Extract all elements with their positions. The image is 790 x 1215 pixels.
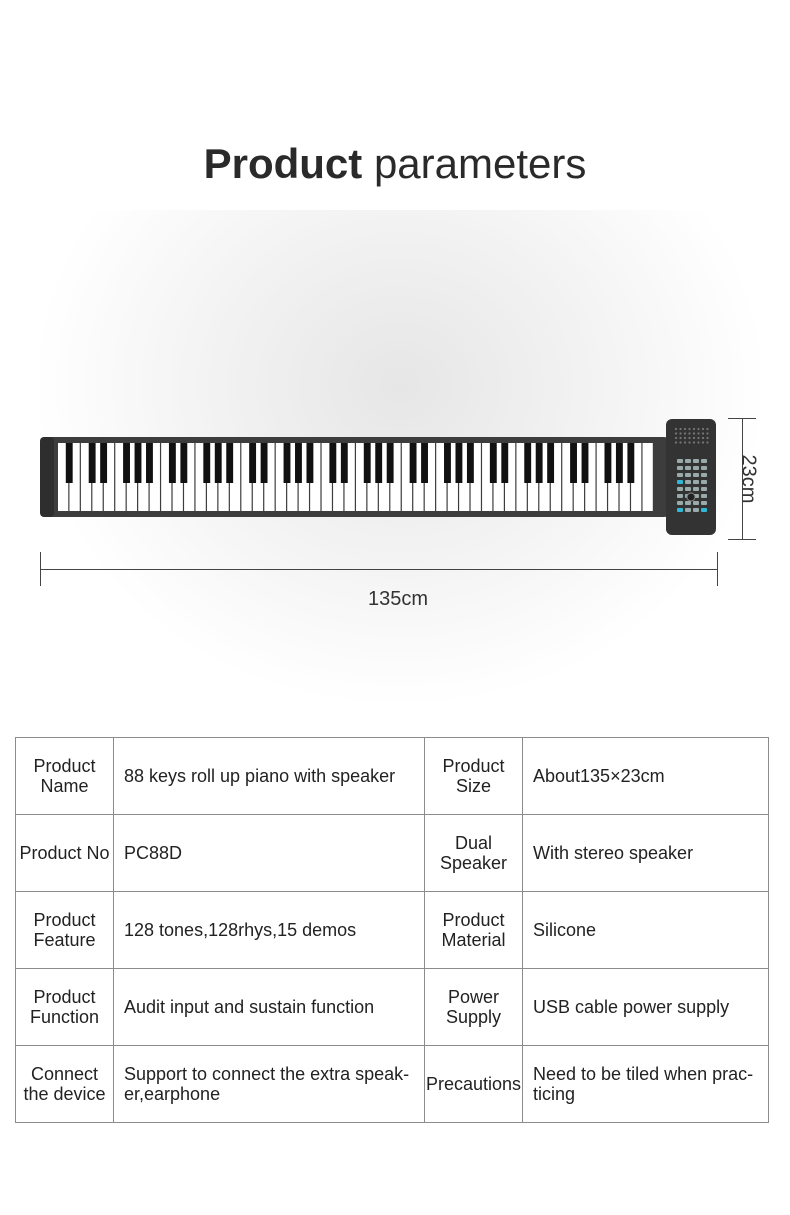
panel-button <box>693 508 699 512</box>
white-key <box>643 443 653 511</box>
black-key <box>295 443 302 483</box>
table-row <box>16 969 769 1046</box>
speaker-hole <box>702 428 704 430</box>
param-key: Product Size <box>425 738 523 815</box>
panel-button <box>677 508 683 512</box>
table-row <box>16 738 769 815</box>
panel-button <box>685 487 691 491</box>
table-row <box>16 815 769 892</box>
panel-button <box>701 459 707 463</box>
page-title <box>0 140 790 188</box>
param-key: Product Function <box>16 969 114 1046</box>
black-key <box>570 443 577 483</box>
speaker-hole <box>688 428 690 430</box>
piano-end-cap <box>40 437 54 517</box>
panel-button <box>685 466 691 470</box>
speaker-hole <box>697 432 699 434</box>
black-key <box>249 443 256 483</box>
param-value: Silicone <box>523 892 769 969</box>
param-value: Support to connect the extra speak-er,earphone <box>114 1046 425 1123</box>
black-key <box>455 443 462 483</box>
speaker-hole <box>688 441 690 443</box>
param-value: Audit input and sustain function <box>114 969 425 1046</box>
black-key <box>467 443 474 483</box>
panel-button <box>701 473 707 477</box>
speaker-hole <box>684 428 686 430</box>
black-key <box>123 443 130 483</box>
black-key <box>215 443 222 483</box>
black-key <box>524 443 531 483</box>
panel-button <box>677 459 683 463</box>
param-value: 128 tones,128rhys,15 demos <box>114 892 425 969</box>
speaker-hole <box>702 441 704 443</box>
panel-button <box>701 487 707 491</box>
height-dimension-label: 23cm <box>737 454 760 504</box>
speaker-hole <box>697 441 699 443</box>
panel-button <box>693 501 699 505</box>
black-key <box>306 443 313 483</box>
speaker-hole <box>702 432 704 434</box>
panel-button <box>677 501 683 505</box>
panel-button <box>685 473 691 477</box>
param-key: Connect the device <box>16 1046 114 1123</box>
title-bold: Product <box>203 140 363 187</box>
speaker-hole <box>706 437 708 439</box>
black-key <box>180 443 187 483</box>
speaker-hole <box>684 441 686 443</box>
param-value: PC88D <box>114 815 425 892</box>
speaker-hole <box>684 437 686 439</box>
roll-up-piano-image <box>40 415 720 540</box>
black-key <box>375 443 382 483</box>
speaker-hole <box>693 432 695 434</box>
black-key <box>547 443 554 483</box>
table-row <box>16 1046 769 1123</box>
panel-button <box>685 508 691 512</box>
parameters-table <box>15 737 769 1123</box>
speaker-hole <box>684 432 686 434</box>
speaker-hole <box>688 437 690 439</box>
speaker-hole <box>706 432 708 434</box>
panel-button <box>677 487 683 491</box>
panel-button <box>693 480 699 484</box>
param-value: 88 keys roll up piano with speaker <box>114 738 425 815</box>
black-key <box>421 443 428 483</box>
volume-knob <box>687 493 695 501</box>
speaker-hole <box>688 432 690 434</box>
black-key <box>616 443 623 483</box>
speaker-hole <box>679 437 681 439</box>
panel-button <box>693 473 699 477</box>
black-key <box>444 443 451 483</box>
panel-button <box>685 459 691 463</box>
panel-button <box>701 501 707 505</box>
speaker-hole <box>679 428 681 430</box>
black-key <box>203 443 210 483</box>
black-key <box>410 443 417 483</box>
black-key <box>66 443 73 483</box>
length-dimension-label: 135cm <box>367 588 429 610</box>
speaker-hole <box>697 428 699 430</box>
speaker-hole <box>693 437 695 439</box>
black-key <box>329 443 336 483</box>
panel-button <box>685 501 691 505</box>
speaker-hole <box>706 441 708 443</box>
table-row <box>16 892 769 969</box>
black-key <box>604 443 611 483</box>
speaker-hole <box>679 432 681 434</box>
param-key: Dual Speaker <box>425 815 523 892</box>
black-key <box>582 443 589 483</box>
param-key: Product Name <box>16 738 114 815</box>
black-key <box>226 443 233 483</box>
panel-button <box>701 480 707 484</box>
panel-button <box>701 508 707 512</box>
black-key <box>89 443 96 483</box>
black-key <box>364 443 371 483</box>
title-rest: parameters <box>373 140 587 187</box>
black-key <box>341 443 348 483</box>
black-key <box>169 443 176 483</box>
control-panel <box>666 419 716 535</box>
param-value: USB cable power supply <box>523 969 769 1046</box>
speaker-hole <box>693 428 695 430</box>
speaker-hole <box>675 428 677 430</box>
black-key <box>387 443 394 483</box>
black-key <box>536 443 543 483</box>
panel-button <box>685 480 691 484</box>
length-dimension-line <box>40 552 718 586</box>
speaker-hole <box>679 441 681 443</box>
param-key: Product Feature <box>16 892 114 969</box>
black-key <box>501 443 508 483</box>
speaker-hole <box>675 437 677 439</box>
param-value: With stereo speaker <box>523 815 769 892</box>
speaker-hole <box>675 441 677 443</box>
panel-button <box>677 480 683 484</box>
param-key: Product Material <box>425 892 523 969</box>
speaker-hole <box>693 441 695 443</box>
panel-button <box>677 473 683 477</box>
speaker-hole <box>697 437 699 439</box>
panel-button <box>677 494 683 498</box>
speaker-hole <box>706 428 708 430</box>
black-key <box>135 443 142 483</box>
black-key <box>100 443 107 483</box>
black-key <box>627 443 634 483</box>
speaker-hole <box>702 437 704 439</box>
panel-button <box>693 487 699 491</box>
black-key <box>261 443 268 483</box>
param-value: Need to be tiled when prac-ticing <box>523 1046 769 1123</box>
panel-button <box>701 466 707 470</box>
param-key: Precautions <box>425 1046 523 1123</box>
panel-button <box>693 466 699 470</box>
black-key <box>490 443 497 483</box>
black-key <box>146 443 153 483</box>
speaker-hole <box>675 432 677 434</box>
panel-button <box>693 459 699 463</box>
panel-button <box>701 494 707 498</box>
param-key: Product No <box>16 815 114 892</box>
param-value: About135×23cm <box>523 738 769 815</box>
panel-button <box>677 466 683 470</box>
param-key: Power Supply <box>425 969 523 1046</box>
black-key <box>284 443 291 483</box>
